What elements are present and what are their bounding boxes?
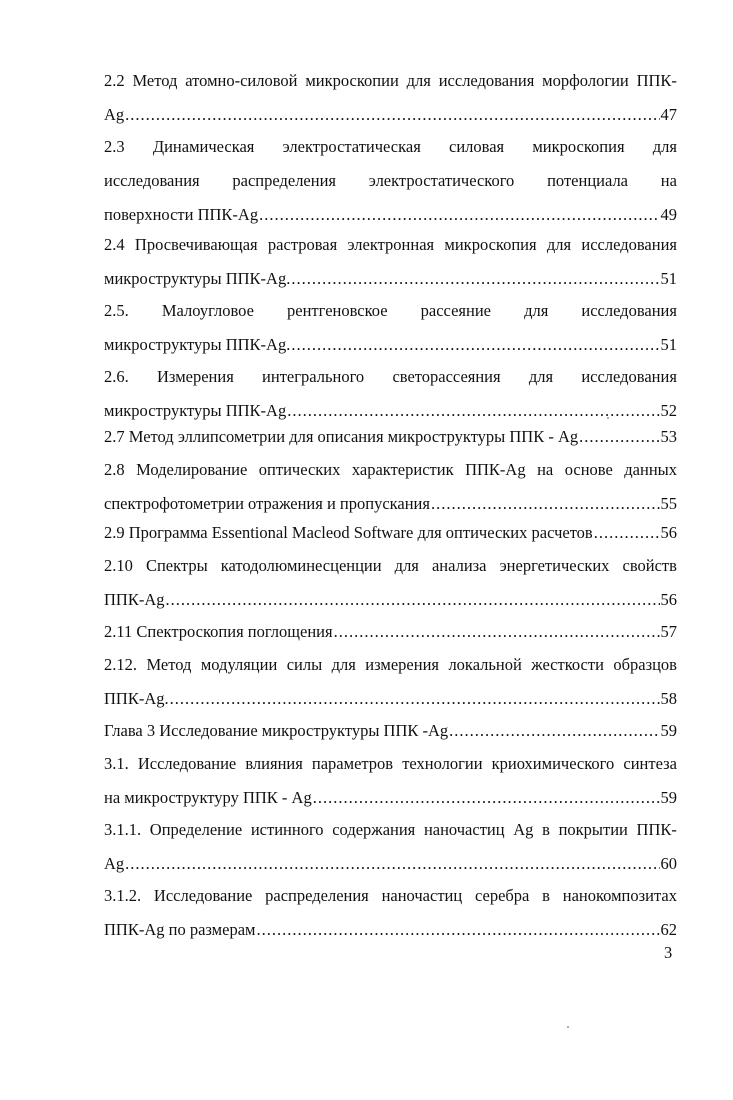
toc-entry-page: 47 [660, 105, 677, 124]
toc-entry[interactable] [104, 648, 677, 716]
toc-entry[interactable] [104, 420, 677, 454]
toc-entry-page: 51 [660, 335, 677, 354]
toc-entry-title: ППК-Ag по размерам [104, 920, 256, 939]
dot-leader [334, 615, 660, 649]
toc-entry[interactable] [104, 714, 677, 748]
toc-entry-last-line [104, 847, 677, 881]
toc-entry-line: 3.1. Исследование влияния параметров технологии криохимического синтеза [104, 754, 677, 773]
dot-leader [313, 781, 660, 815]
toc-entry-title: микроструктуры ППК-Ag. [104, 335, 291, 354]
toc-entry-page: 49 [660, 205, 677, 224]
toc-entry-last-line [104, 781, 677, 815]
toc-entry[interactable] [104, 64, 677, 132]
dot-leader [291, 328, 659, 362]
dot-leader [449, 714, 659, 748]
toc-entry-line: 2.6. Измерения интегрального светорассеяния для исследования [104, 367, 677, 386]
toc-entry-line: 2.2 Метод атомно-силовой микроскопии для исследования морфологии ППК- [104, 71, 677, 90]
toc-entry[interactable] [104, 516, 677, 550]
toc-entry-last-line [104, 262, 677, 296]
toc-entry-title: 2.9 Программа Essentional Macleod Software для оптических расчетов [104, 523, 593, 542]
dot-leader [166, 583, 660, 617]
toc-entry-last-line [104, 714, 677, 748]
toc-entry[interactable] [104, 228, 677, 296]
toc-entry-page: 56 [660, 523, 677, 542]
scan-speck [567, 1026, 569, 1028]
toc-entry-last-line [104, 328, 677, 362]
toc-entry-title: спектрофотометрии отражения и пропускания [104, 494, 430, 513]
scan-speck [607, 417, 609, 419]
toc-entry-last-line [104, 420, 677, 454]
dot-leader [291, 262, 659, 296]
toc-entry[interactable] [104, 813, 677, 881]
toc-entry-last-line [104, 198, 677, 232]
toc-entry-page: 58 [660, 689, 677, 708]
toc-entry[interactable] [104, 615, 677, 649]
dot-leader [259, 198, 659, 232]
dot-leader [170, 682, 660, 716]
toc-entry-last-line [104, 913, 677, 947]
toc-entry[interactable] [104, 130, 677, 232]
toc-entry-line: 3.1.2. Исследование распределения наночастиц серебра в нанокомпозитах [104, 886, 677, 905]
toc-entry[interactable] [104, 453, 677, 521]
toc-entry-line: 2.4 Просвечивающая растровая электронная микроскопия для исследования [104, 235, 677, 254]
toc-entry-title: микроструктуры ППК-Ag [104, 401, 287, 420]
dot-leader [594, 516, 660, 550]
toc-entry-page: 52 [660, 401, 677, 420]
dot-leader [125, 847, 659, 881]
toc-entry-page: 60 [660, 854, 677, 873]
dot-leader [125, 98, 659, 132]
toc-entry-line: 2.10 Спектры катодолюминесценции для анализа энергетических свойств [104, 556, 677, 575]
toc-entry-last-line [104, 682, 677, 716]
toc-entry[interactable] [104, 294, 677, 362]
dot-leader [256, 913, 659, 947]
toc-entry-title: 2.11 Спектроскопия поглощения [104, 622, 333, 641]
toc-entry-title: ППК-Ag. [104, 689, 169, 708]
toc-entry-page: 57 [660, 622, 677, 641]
toc-entry-title: 2.7 Метод эллипсометрии для описания микроструктуры ППК - Ag [104, 427, 579, 446]
toc-entry-page: 51 [660, 269, 677, 288]
toc-entry-line: 2.3 Динамическая электростатическая силовая микроскопия для [104, 137, 677, 156]
toc-entry-title: поверхности ППК-Ag [104, 205, 259, 224]
toc-entry[interactable] [104, 747, 677, 815]
toc-entry-page: 59 [660, 788, 677, 807]
toc-entry-last-line [104, 615, 677, 649]
toc-entry-page: 59 [660, 721, 677, 740]
toc-entry-title: ППК-Ag [104, 590, 165, 609]
toc-entry[interactable] [104, 879, 677, 947]
page-number: 3 [664, 943, 673, 962]
toc-entry-line: исследования распределения электростатического потенциала на [104, 171, 677, 190]
toc-entry-line: 3.1.1. Определение истинного содержания наночастиц Ag в покрытии ППК- [104, 820, 677, 839]
toc-entry-title: Ag [104, 105, 125, 124]
toc-entry-title: на микроструктуру ППК - Ag [104, 788, 312, 807]
toc-entry-line: 2.12. Метод модуляции силы для измерения локальной жесткости образцов [104, 655, 677, 674]
toc-entry-last-line [104, 98, 677, 132]
toc-entry-title: микроструктуры ППК-Ag. [104, 269, 291, 288]
toc-entry-last-line [104, 583, 677, 617]
toc-entry-page: 53 [660, 427, 677, 446]
toc-entry-line: 2.5. Малоугловое рентгеновское рассеяние для исследования [104, 301, 677, 320]
toc-entry-page: 56 [660, 590, 677, 609]
toc-entry[interactable] [104, 360, 677, 428]
toc-entry-page: 55 [660, 494, 677, 513]
toc-entry-title: Ag [104, 854, 125, 873]
toc-entry[interactable] [104, 549, 677, 617]
toc-entry-page: 62 [660, 920, 677, 939]
dot-leader [579, 420, 659, 454]
toc-entry-line: 2.8 Моделирование оптических характеристик ППК-Ag на основе данных [104, 460, 677, 479]
toc-entry-title: Глава 3 Исследование микроструктуры ППК -Ag [104, 721, 449, 740]
toc-entry-last-line [104, 516, 677, 550]
